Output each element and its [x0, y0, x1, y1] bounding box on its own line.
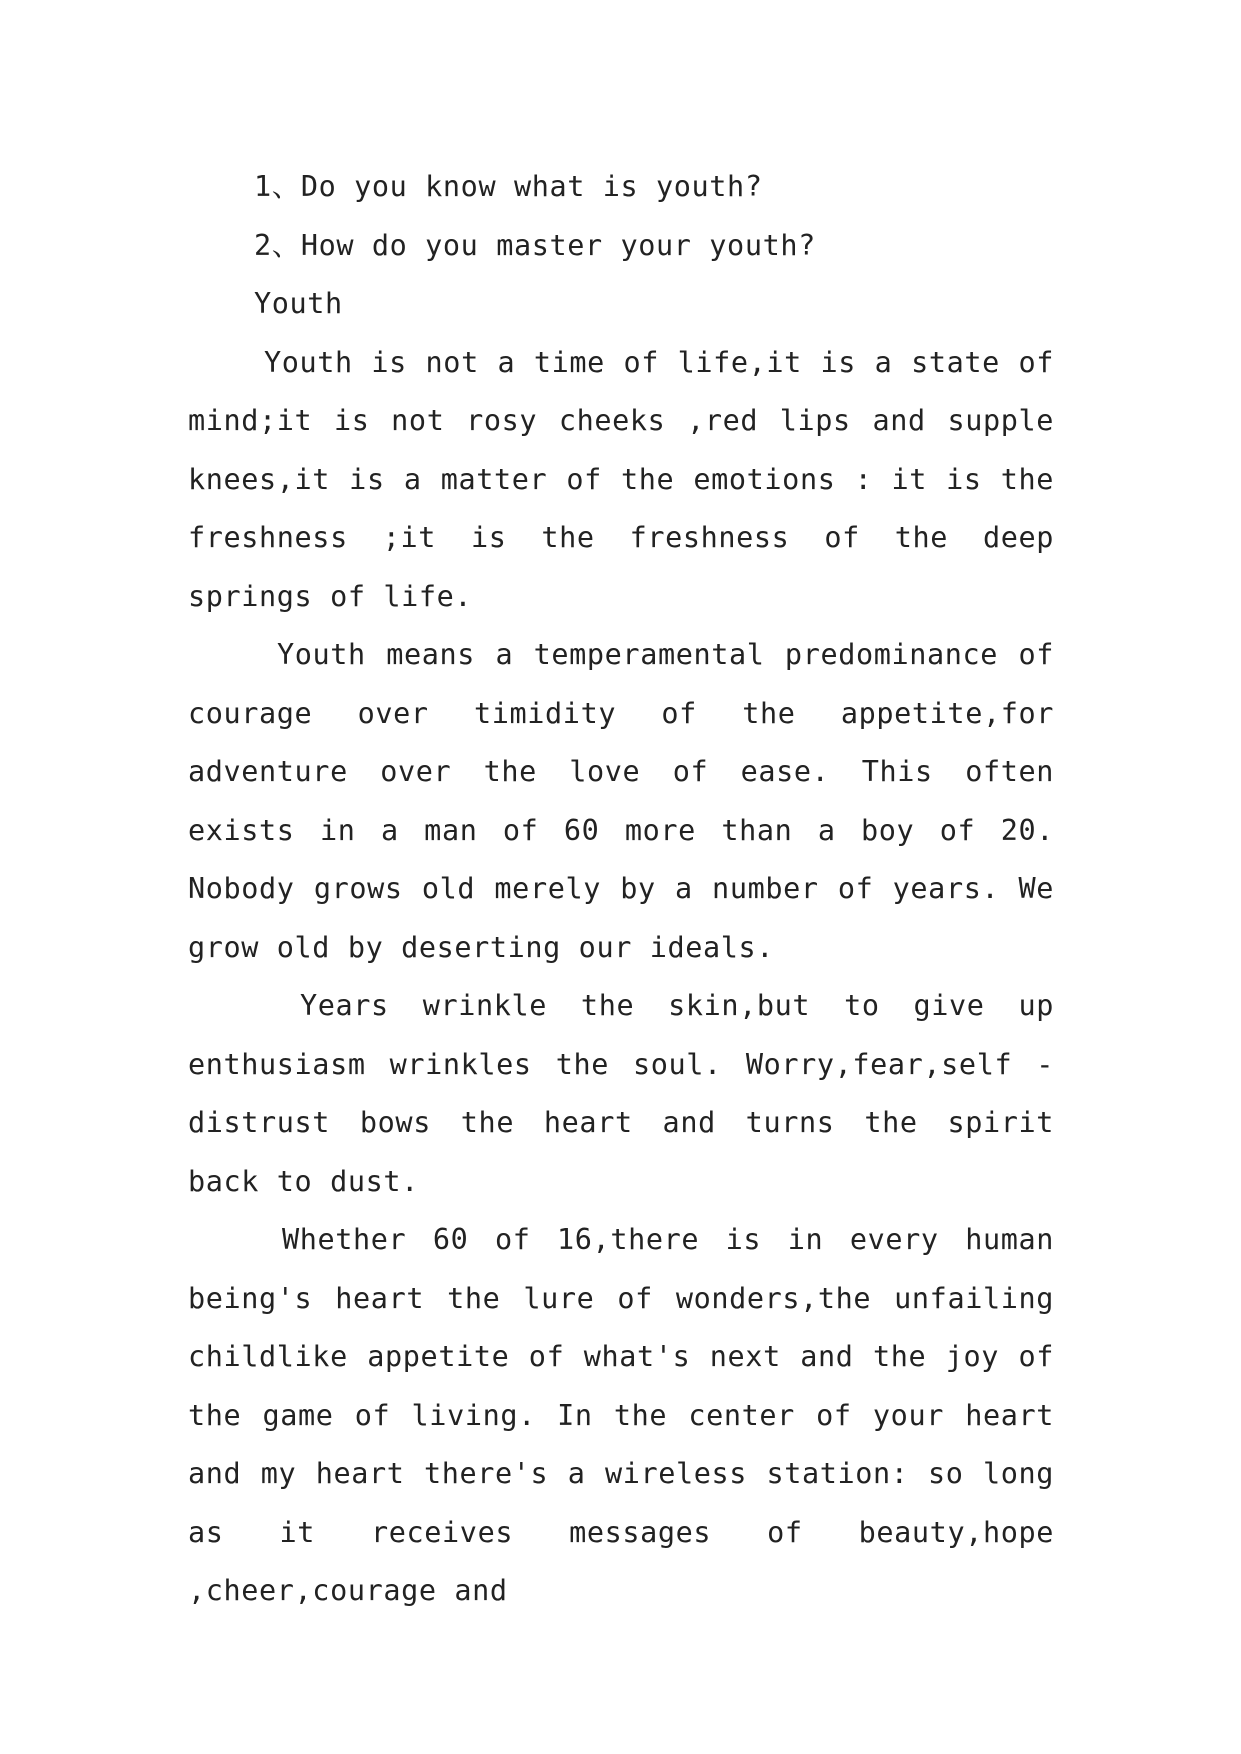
question-1: 1、Do you know what is youth? [254, 170, 763, 203]
paragraph-3: Years wrinkle the skin,but to give up enthusiasm wrinkles the soul. Worry,fear,self - distrust bows the heart and turns the spirit back to dust. [188, 989, 1054, 1198]
paragraph-2: Youth means a temperamental predominance of courage over timidity of the appetite,for adventure over the love of ease. This often exists in a man of 60 more than a boy of 20. Nobody grows old merely by a number of years. We grow old by deserting our ideals. [188, 638, 1054, 964]
essay-heading: Youth [254, 287, 343, 320]
paragraph-1: Youth is not a time of life,it is a state of mind;it is not rosy cheeks ,red lips and supple knees,it is a matter of the emotions : it is the freshness ;it is the freshness of the deep springs of life. [188, 345, 1054, 613]
document-body [188, 158, 1054, 1621]
question-2: 2、How do you master your youth? [254, 228, 816, 262]
paragraph-4: Whether 60 of 16,there is in every human being's heart the lure of wonders,the unfailing childlike appetite of what's next and the joy of the game of living. In the center of your heart and my heart there's a wireless station: so long as it receives messages of beauty,hope ,cheer,courage and [188, 1223, 1054, 1607]
